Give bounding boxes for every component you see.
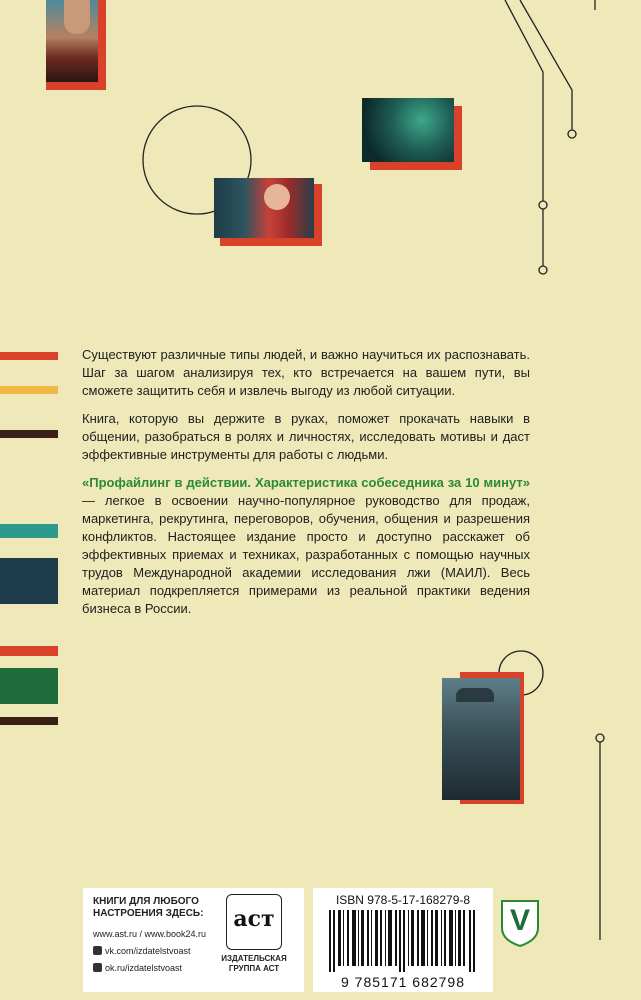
website-link[interactable]: www.ast.ru / www.book24.ru: [93, 929, 207, 939]
barcode-number: 9 785171 682798: [341, 974, 465, 990]
illustration-green-interior: [362, 98, 462, 170]
color-stripe: [0, 430, 58, 438]
ast-caption-line: ИЗДАТЕЛЬСКАЯ: [221, 954, 287, 963]
publisher-heading-line: КНИГИ ДЛЯ ЛЮБОГО: [93, 896, 199, 907]
barcode-bars: [329, 910, 479, 972]
publisher-heading-line: НАСТРОЕНИЯ ЗДЕСЬ:: [93, 908, 204, 919]
description-paragraph: Книга, которую вы держите в руках, поможет прокачать навыки в общении, разобраться в ролях и личностях, исследовать мотивы и даст эффективные инструменты для работы с людьми.: [82, 411, 530, 462]
book-description: [82, 346, 530, 628]
description-paragraph: Существуют различные типы людей, и важно научиться их распознавать. Шаг за шагом анализируя тех, кто встречается на вашем пути, вы сможете защитить себя и извлечь выгоду из любой ситуации.: [82, 347, 530, 398]
color-stripe: [0, 386, 58, 394]
ok-icon: [93, 963, 102, 972]
ok-link[interactable]: [93, 963, 182, 974]
highlight-rest: — легкое в освоении научно-популярное руководство для продаж, маркетинга, рекрутинга, переговоров, обучения, общения и разрешения конфликтов. Настоящее издание просто и доступно расскажет об эффективных приемах и техниках, разработанных с помощью научных трудов Международной академии исследования лжи (МАИЛ). Весь материал подкрепляется примерами из реальной практики ведения бизнеса в России.: [82, 493, 530, 616]
color-stripe: [0, 717, 58, 725]
color-stripe: [0, 558, 58, 604]
book-title-highlight: «Профайлинг в действии. Характеристика собеседника за 10 минут»: [82, 475, 530, 490]
publisher-panel: [83, 888, 304, 992]
ast-caption-line: ГРУППА АСТ: [228, 964, 280, 973]
ast-logo-text: аст: [233, 906, 275, 932]
ok-link-text: ok.ru/izdatelstvoast: [105, 963, 183, 973]
description-paragraph-highlight: [82, 474, 530, 618]
color-stripe: [0, 524, 58, 538]
illustration-woman-red-dress: [214, 178, 322, 246]
isbn-text: ISBN 978-5-17-168279-8: [335, 893, 471, 907]
color-stripe: [0, 668, 58, 704]
color-stripe: [0, 646, 58, 656]
ast-logo: [212, 894, 296, 986]
imprint-letter: V: [509, 904, 530, 937]
isbn-barcode: [313, 888, 493, 992]
vk-link[interactable]: [93, 946, 191, 957]
imprint-v-logo: [499, 898, 541, 948]
publisher-heading: [93, 896, 203, 920]
ast-logo-caption: [212, 954, 296, 974]
vk-icon: [93, 946, 102, 955]
illustration-man-hat: [442, 672, 526, 804]
illustration-man-window: [46, 0, 106, 90]
vk-link-text: vk.com/izdatelstvoast: [105, 946, 191, 956]
color-stripe: [0, 352, 58, 360]
